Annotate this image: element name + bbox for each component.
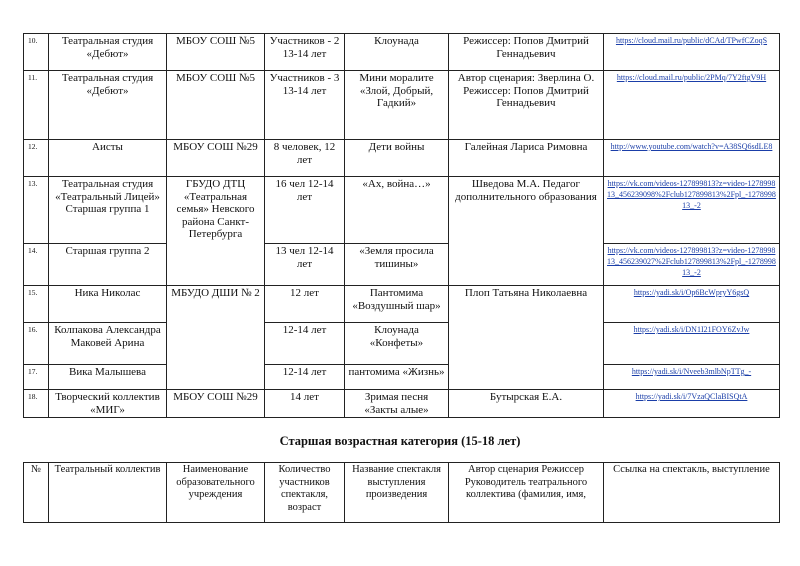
- collective-cell: Колпакова Александра Маковей Арина: [49, 323, 167, 365]
- performance-link[interactable]: http://www.youtube.com/watch?v=A38SQ6sdLE8: [610, 142, 773, 151]
- school-cell: ГБУДО ДТЦ «Театральная семья» Невского района Санкт-Петербурга: [167, 177, 265, 286]
- author-cell: Автор сценария: Зверлина О. Режиссер: Попов Дмитрий Геннадьевич: [449, 71, 604, 140]
- table-row: [24, 34, 780, 71]
- row-number: 13.: [24, 177, 49, 244]
- performance-link[interactable]: https://yadi.sk/i/DN1I21FOY6ZvJw: [633, 325, 750, 334]
- row-number: 12.: [24, 140, 49, 177]
- collective-cell: Творческий коллектив «МИГ»: [49, 390, 167, 418]
- row-number: 18.: [24, 390, 49, 418]
- link-cell: [604, 177, 780, 244]
- row-number: 17.: [24, 365, 49, 390]
- school-cell: МБОУ СОШ №29: [167, 390, 265, 418]
- title-cell: Клоунада «Конфеты»: [345, 323, 449, 365]
- row-number: 14.: [24, 244, 49, 286]
- participants-cell: 14 лет: [265, 390, 345, 418]
- performance-link[interactable]: https://yadi.sk/i/Op6BcWpryY6gsQ: [633, 288, 750, 297]
- header-number: №: [24, 463, 49, 523]
- title-cell: Дети войны: [345, 140, 449, 177]
- school-cell: МБОУ СОШ №29: [167, 140, 265, 177]
- link-cell: [604, 34, 780, 71]
- senior-category-table: [23, 462, 780, 523]
- table-row: [24, 244, 780, 286]
- author-cell: Галейная Лариса Римовна: [449, 140, 604, 177]
- author-cell: Бутырская Е.А.: [449, 390, 604, 418]
- table-row: [24, 390, 780, 418]
- participants-cell: 12-14 лет: [265, 323, 345, 365]
- collective-cell: Театральная студия «Дебют»: [49, 34, 167, 71]
- participants-cell: 12 лет: [265, 286, 345, 323]
- collective-cell: Театральная студия «Театральный Лицей» Старшая группа 1: [49, 177, 167, 244]
- link-cell: [604, 390, 780, 418]
- link-cell: [604, 71, 780, 140]
- row-number: 16.: [24, 323, 49, 365]
- performance-link[interactable]: https://cloud.mail.ru/public/2PMq/7Y2ftgV9H: [616, 73, 767, 82]
- performance-link[interactable]: https://yadi.sk/i/7VzaQClaBISQtA: [635, 392, 748, 401]
- participants-cell: 16 чел 12-14 лет: [265, 177, 345, 244]
- collective-cell: Аисты: [49, 140, 167, 177]
- participants-cell: 12-14 лет: [265, 365, 345, 390]
- title-cell: Зримая песня «Закты алые»: [345, 390, 449, 418]
- school-cell: МБОУ СОШ №5: [167, 34, 265, 71]
- participants-cell: Участников - 2 13-14 лет: [265, 34, 345, 71]
- table-row: [24, 177, 780, 244]
- link-cell: [604, 365, 780, 390]
- link-cell: [604, 244, 780, 286]
- collective-cell: Старшая группа 2: [49, 244, 167, 286]
- participants-cell: 8 человек, 12 лет: [265, 140, 345, 177]
- author-cell: Режиссер: Попов Дмитрий Геннадьевич: [449, 34, 604, 71]
- title-cell: пантомима «Жизнь»: [345, 365, 449, 390]
- title-cell: Клоунада: [345, 34, 449, 71]
- collective-cell: Театральная студия «Дебют»: [49, 71, 167, 140]
- link-cell: [604, 286, 780, 323]
- table-row: [24, 365, 780, 390]
- header-link: Ссылка на спектакль, выступление: [604, 463, 780, 523]
- collective-cell: Вика Малышева: [49, 365, 167, 390]
- link-cell: [604, 323, 780, 365]
- title-cell: Мини моралите «Злой, Добрый, Гадкий»: [345, 71, 449, 140]
- collective-cell: Ника Николас: [49, 286, 167, 323]
- participants-cell: Участников - 3 13-14 лет: [265, 71, 345, 140]
- header-collective: Театральный коллектив: [49, 463, 167, 523]
- table-row: [24, 140, 780, 177]
- performance-link[interactable]: https://vk.com/videos-127899813?z=video-127899813_456239027%2Fclub127899813%2Fpl_-127899813_-2: [607, 246, 776, 277]
- title-cell: Пантомима «Воздушный шар»: [345, 286, 449, 323]
- participants-table: [23, 33, 780, 418]
- performance-link[interactable]: https://cloud.mail.ru/public/dCAd/TPwfCZoqS: [615, 36, 768, 45]
- header-school: Наименование образовательного учреждения: [167, 463, 265, 523]
- author-cell: Плоп Татьяна Николаевна: [449, 286, 604, 390]
- header-title: Название спектакля выступления произведения: [345, 463, 449, 523]
- link-cell: [604, 140, 780, 177]
- school-cell: МБУДО ДШИ № 2: [167, 286, 265, 390]
- table-row: [24, 71, 780, 140]
- header-participants: Количество участников спектакля, возраст: [265, 463, 345, 523]
- row-number: 10.: [24, 34, 49, 71]
- table-row: [24, 286, 780, 323]
- author-cell: Шведова М.А. Педагог дополнительного образования: [449, 177, 604, 286]
- row-number: 15.: [24, 286, 49, 323]
- performance-link[interactable]: https://vk.com/videos-127899813?z=video-127899813_456239098%2Fclub127899813%2Fpl_-127899813_-2: [607, 179, 776, 210]
- performance-link[interactable]: https://yadi.sk/i/Nveeb3mlbNpTTg_-: [631, 367, 752, 376]
- table-header-row: [24, 463, 780, 523]
- school-cell: МБОУ СОШ №5: [167, 71, 265, 140]
- title-cell: «Земля просила тишины»: [345, 244, 449, 286]
- participants-cell: 13 чел 12-14 лет: [265, 244, 345, 286]
- title-cell: «Ах, война…»: [345, 177, 449, 244]
- row-number: 11.: [24, 71, 49, 140]
- section-title: Старшая возрастная категория (15-18 лет): [279, 434, 521, 448]
- header-author: Автор сценария Режиссер Руководитель театрального коллектива (фамилия, имя,: [449, 463, 604, 523]
- table-row: [24, 323, 780, 365]
